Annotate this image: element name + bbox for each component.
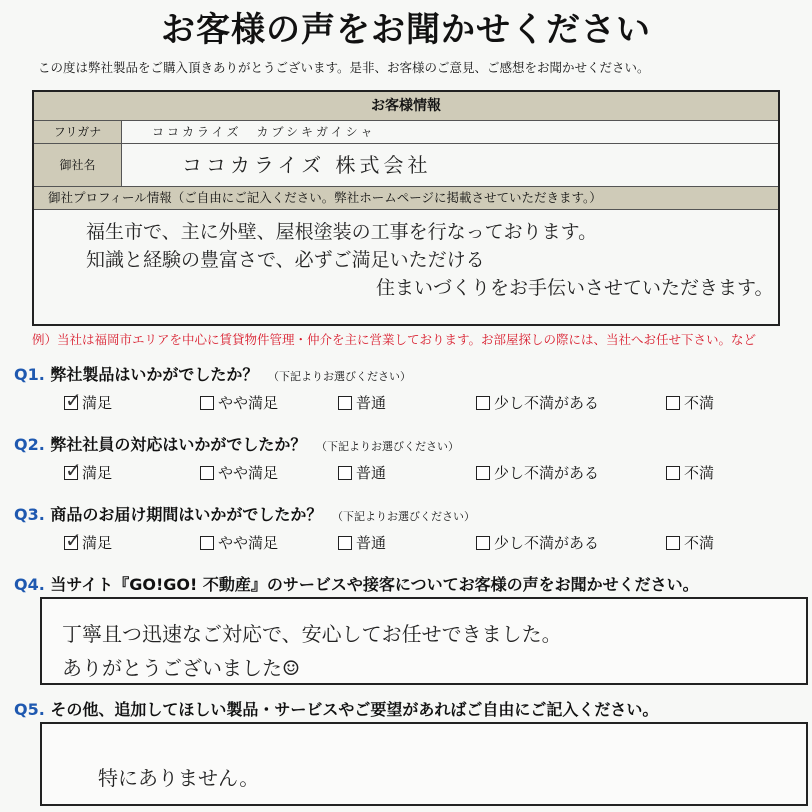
question-text: 弊社製品はいかがでしたか？ xyxy=(50,365,259,384)
q3-option[interactable]: やや満足 xyxy=(200,532,278,553)
company-row xyxy=(34,144,778,187)
customer-info-header: お客様情報 xyxy=(34,92,778,121)
q3-option[interactable]: 少し不満がある xyxy=(476,532,599,553)
q2-option[interactable]: 不満 xyxy=(666,462,714,483)
question-hint: （下記よりお選びください） xyxy=(315,440,459,453)
q2-option[interactable]: 少し不満がある xyxy=(476,462,599,483)
checkbox[interactable] xyxy=(666,536,680,550)
q4-answer-field[interactable] xyxy=(40,597,808,685)
checkbox[interactable] xyxy=(476,396,490,410)
question-4 xyxy=(14,572,699,595)
question-number: Q4. xyxy=(14,575,45,594)
checkbox[interactable] xyxy=(666,466,680,480)
question-text: 商品のお届け期間はいかがでしたか？ xyxy=(50,505,323,524)
company-label: 御社名 xyxy=(34,144,122,186)
checkbox[interactable] xyxy=(200,536,214,550)
q3-option[interactable]: 不満 xyxy=(666,532,714,553)
q3-option[interactable]: ✓ 満足 xyxy=(64,532,112,553)
q3-option[interactable]: 普通 xyxy=(338,532,386,553)
checkbox-checked[interactable] xyxy=(64,536,78,550)
furigana-field[interactable]: ココカライズ カブシキガイシャ xyxy=(152,125,376,139)
page-title: お客様の声をお聞かせください xyxy=(161,10,651,50)
question-2 xyxy=(14,432,459,455)
customer-info-box xyxy=(32,90,780,326)
checkbox[interactable] xyxy=(200,466,214,480)
company-field[interactable]: ココカライズ 株式会社 xyxy=(182,153,432,177)
checkbox[interactable] xyxy=(200,396,214,410)
checkbox-checked[interactable] xyxy=(64,466,78,480)
question-text: 弊社社員の対応はいかがでしたか？ xyxy=(50,435,307,454)
question-text: その他、追加してほしい製品・サービスやご要望があればご自由にご記入ください。 xyxy=(50,700,659,719)
checkbox-checked[interactable] xyxy=(64,396,78,410)
checkbox[interactable] xyxy=(338,396,352,410)
profile-field[interactable] xyxy=(34,210,778,302)
q2-options xyxy=(60,462,800,484)
question-hint: （下記よりお選びください） xyxy=(267,370,411,383)
question-number: Q1. xyxy=(14,365,45,384)
profile-line: 福生市で、主に外壁、屋根塗装の工事を行なっております。 xyxy=(86,221,598,243)
question-text: 当サイト『GO!GO! 不動産』のサービスや接客についてお客様の声をお聞かせください。 xyxy=(50,575,699,594)
profile-line: 知識と経験の豊富さで、必ずご満足いただける xyxy=(86,249,485,271)
example-note: 例）当社は福岡市エリアを中心に賃貸物件管理・仲介を主に営業しております。お部屋探しの際には、当社へお任せ下さい。など xyxy=(32,332,757,347)
question-hint: （下記よりお選びください） xyxy=(331,510,475,523)
q5-answer-field[interactable] xyxy=(40,722,808,806)
question-number: Q5. xyxy=(14,700,45,719)
question-3 xyxy=(14,502,475,525)
furigana-label: フリガナ xyxy=(34,121,122,143)
checkbox[interactable] xyxy=(338,536,352,550)
q1-option[interactable]: ✓ 満足 xyxy=(64,392,112,413)
checkbox[interactable] xyxy=(476,536,490,550)
answer-line: 特にありません。 xyxy=(98,766,260,790)
q1-option[interactable]: 不満 xyxy=(666,392,714,413)
answer-line: ありがとうございました☺ xyxy=(62,656,300,680)
question-number: Q2. xyxy=(14,435,45,454)
furigana-row xyxy=(34,121,778,144)
checkbox[interactable] xyxy=(666,396,680,410)
checkbox[interactable] xyxy=(338,466,352,480)
answer-line: 丁寧且つ迅速なご対応で、安心してお任せできました。 xyxy=(62,622,562,646)
q2-option[interactable]: 普通 xyxy=(338,462,386,483)
q1-option[interactable]: やや満足 xyxy=(200,392,278,413)
intro-text: この度は弊社製品をご購入頂きありがとうございます。是非、お客様のご意見、ご感想をお聞かせください。 xyxy=(38,60,650,75)
question-5 xyxy=(14,697,658,720)
q1-options xyxy=(60,392,800,414)
checkbox[interactable] xyxy=(476,466,490,480)
question-1 xyxy=(14,362,411,385)
question-number: Q3. xyxy=(14,505,45,524)
profile-header: 御社プロフィール情報（ご自由にご記入ください。弊社ホームページに掲載させていただきます。） xyxy=(34,187,778,210)
q3-options xyxy=(60,532,800,554)
q2-option[interactable]: やや満足 xyxy=(200,462,278,483)
q1-option[interactable]: 少し不満がある xyxy=(476,392,599,413)
q2-option[interactable]: ✓ 満足 xyxy=(64,462,112,483)
profile-line: 住まいづくりをお手伝いさせていただきます。 xyxy=(376,277,774,299)
q1-option[interactable]: 普通 xyxy=(338,392,386,413)
